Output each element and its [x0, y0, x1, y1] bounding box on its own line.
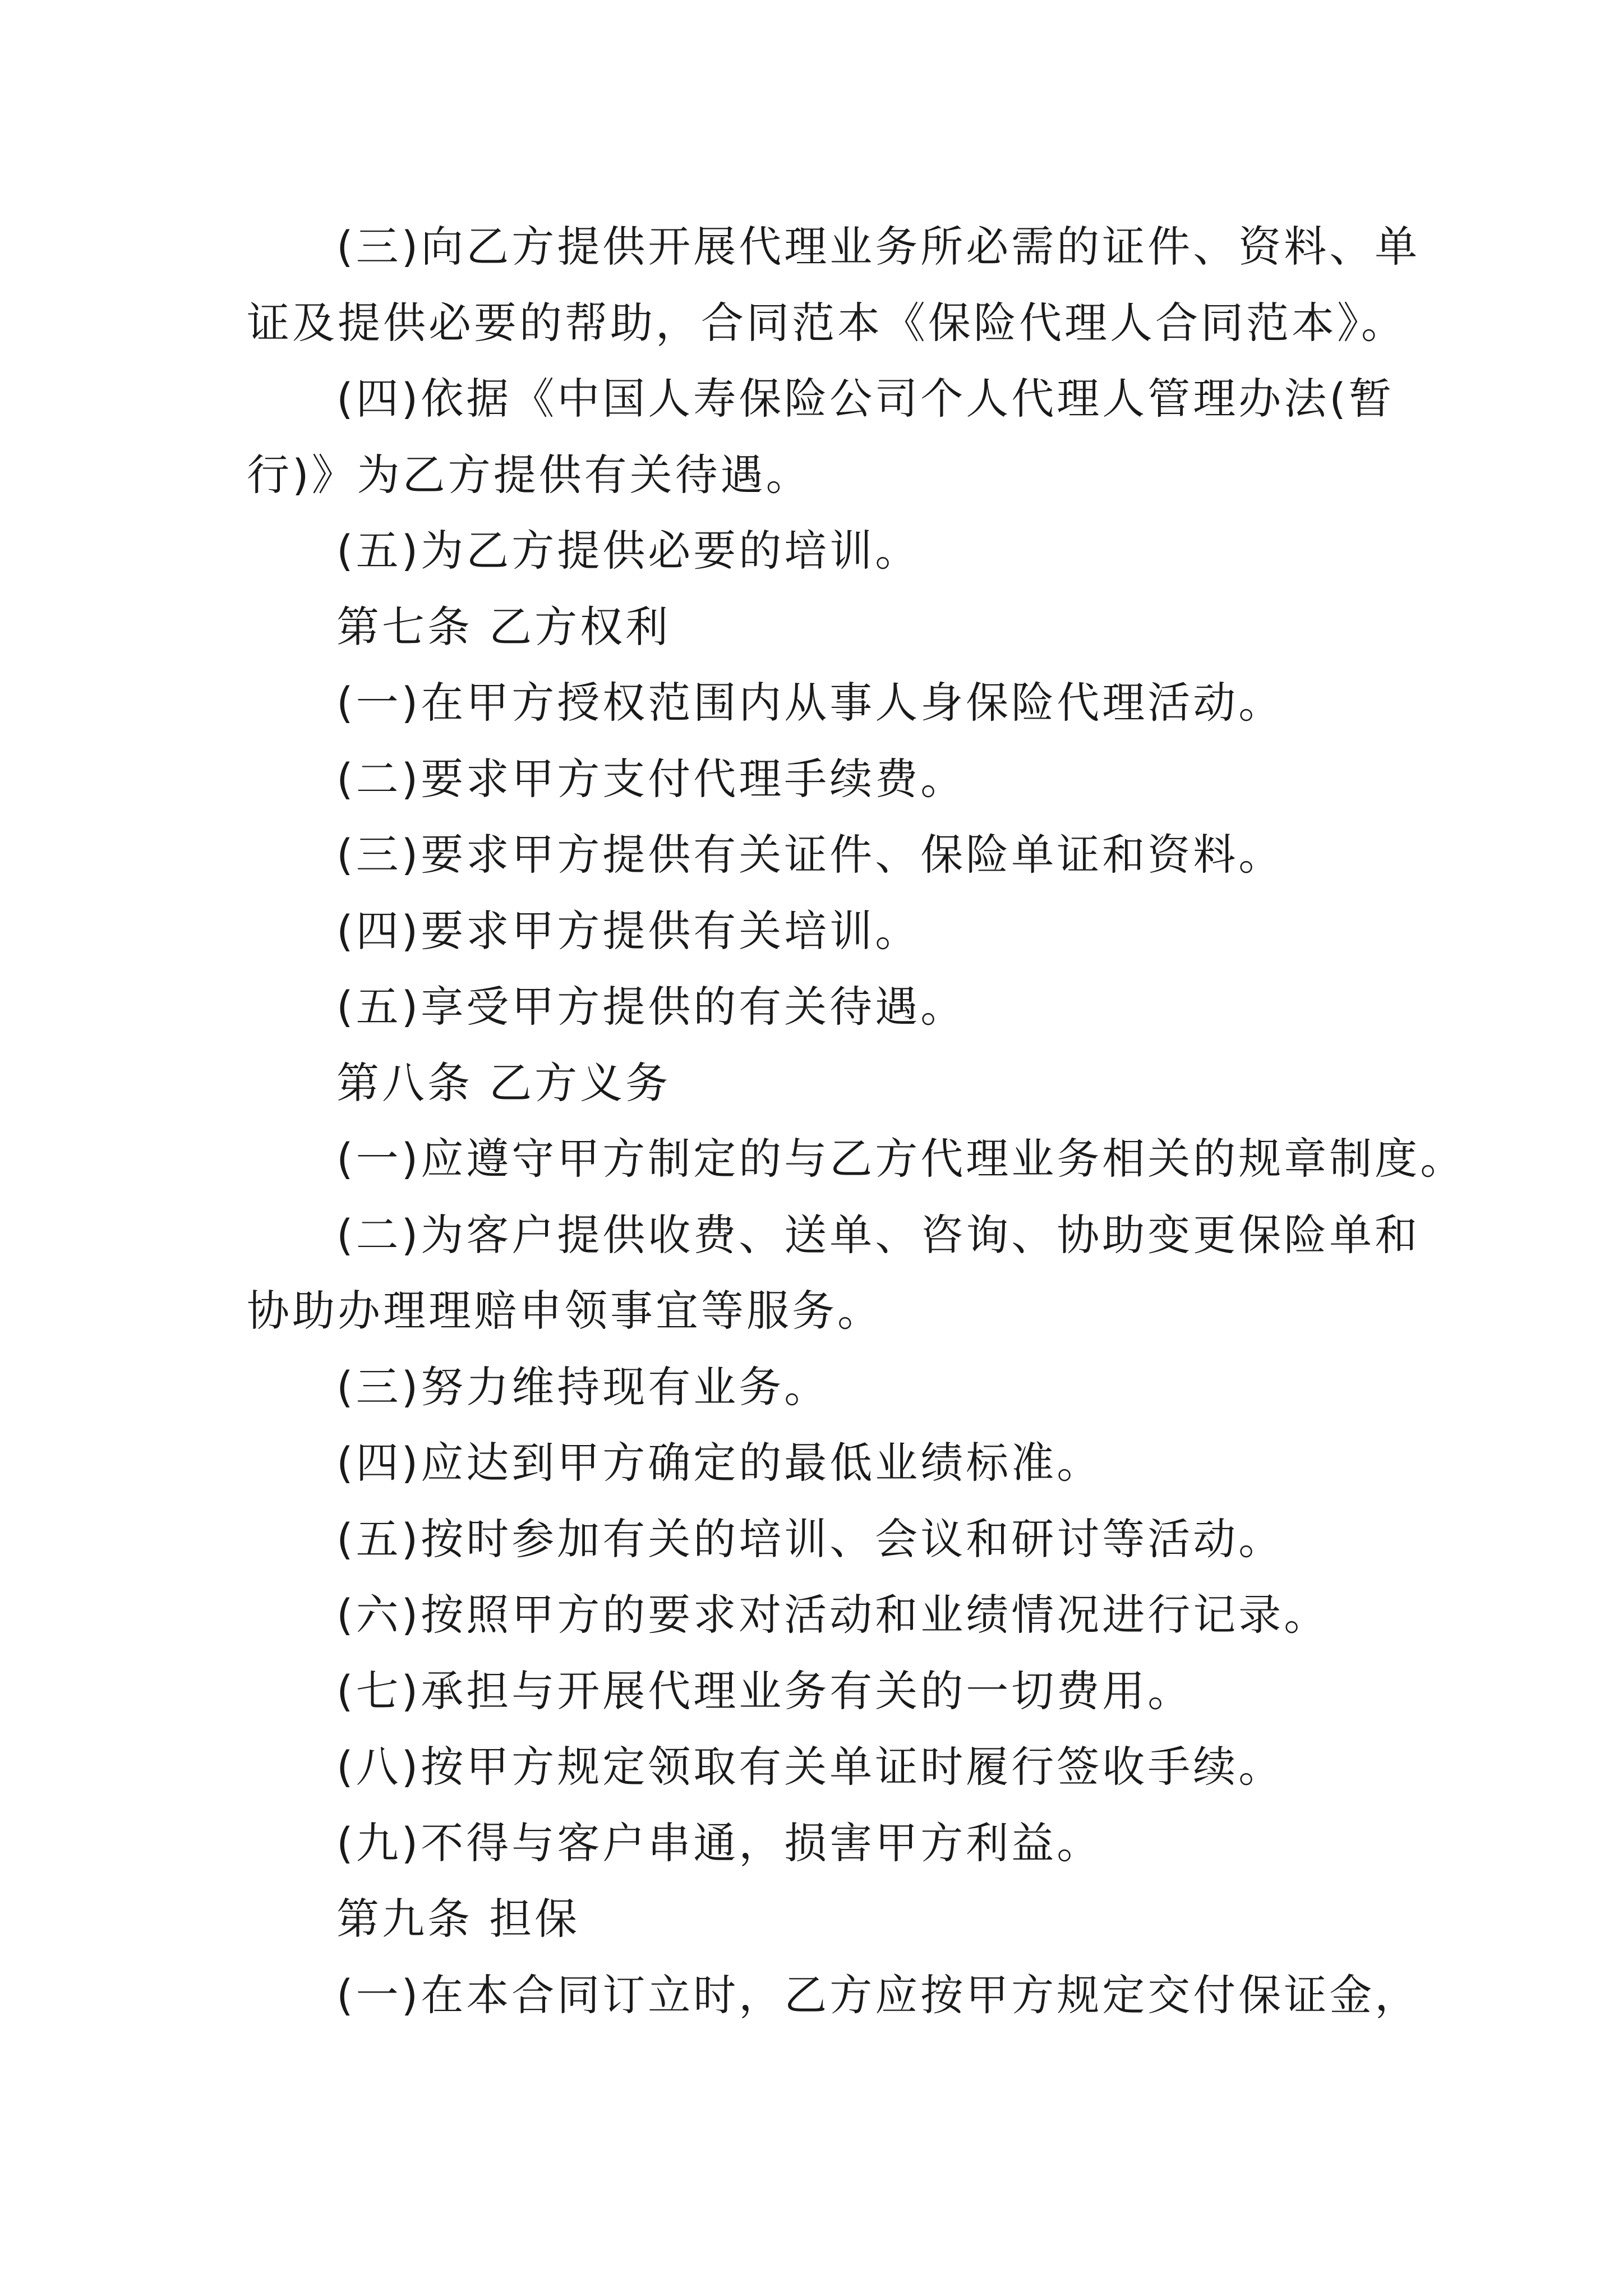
- text-line: (一)在本合同订立时，乙方应按甲方规定交付保证金，: [336, 1970, 1421, 2020]
- text-line: 协助办理理赔申领事宜等服务。: [247, 1286, 883, 1336]
- article-heading: 第八条 乙方义务: [336, 1057, 671, 1108]
- text-line: (七)承担与开展代理业务有关的一切费用。: [336, 1665, 1193, 1716]
- text-line: (二)要求甲方支付代理手续费。: [336, 753, 966, 804]
- text-line: (五)享受甲方提供的有关待遇。: [336, 982, 966, 1032]
- article-heading: 第七条 乙方权利: [336, 601, 671, 652]
- article-heading: 第九条 担保: [336, 1894, 580, 1944]
- text-line: (四)依据《中国人寿保险公司个人代理人管理办法(暂: [336, 374, 1394, 424]
- text-line: (一)在甲方授权范围内从事人身保险代理活动。: [336, 678, 1284, 728]
- text-line: (三)向乙方提供开展代理业务所必需的证件、资料、单: [336, 222, 1421, 272]
- text-line: (九)不得与客户串通，损害甲方利益。: [336, 1818, 1103, 1868]
- text-line: (四)要求甲方提供有关培训。: [336, 905, 921, 956]
- text-line: (三)要求甲方提供有关证件、保险单证和资料。: [336, 830, 1284, 880]
- text-line: (六)按照甲方的要求对活动和业绩情况进行记录。: [336, 1590, 1330, 1640]
- text-line: (三)努力维持现有业务。: [336, 1361, 830, 1412]
- text-line: (八)按甲方规定领取有关单证时履行签收手续。: [336, 1742, 1284, 1792]
- text-line: (四)应达到甲方确定的最低业绩标准。: [336, 1438, 1103, 1488]
- text-line: 证及提供必要的帮助，合同范本《保险代理人合同范本》。: [247, 297, 1407, 348]
- text-line: (一)应遵守甲方制定的与乙方代理业务相关的规章制度。: [336, 1134, 1466, 1184]
- text-line: (五)按时参加有关的培训、会议和研讨等活动。: [336, 1513, 1284, 1564]
- document-body: [247, 209, 1466, 2033]
- text-line: 行)》为乙方提供有关待遇。: [247, 449, 811, 500]
- text-line: (二)为客户提供收费、送单、咨询、协助变更保险单和: [336, 1209, 1421, 1260]
- text-line: (五)为乙方提供必要的培训。: [336, 526, 921, 576]
